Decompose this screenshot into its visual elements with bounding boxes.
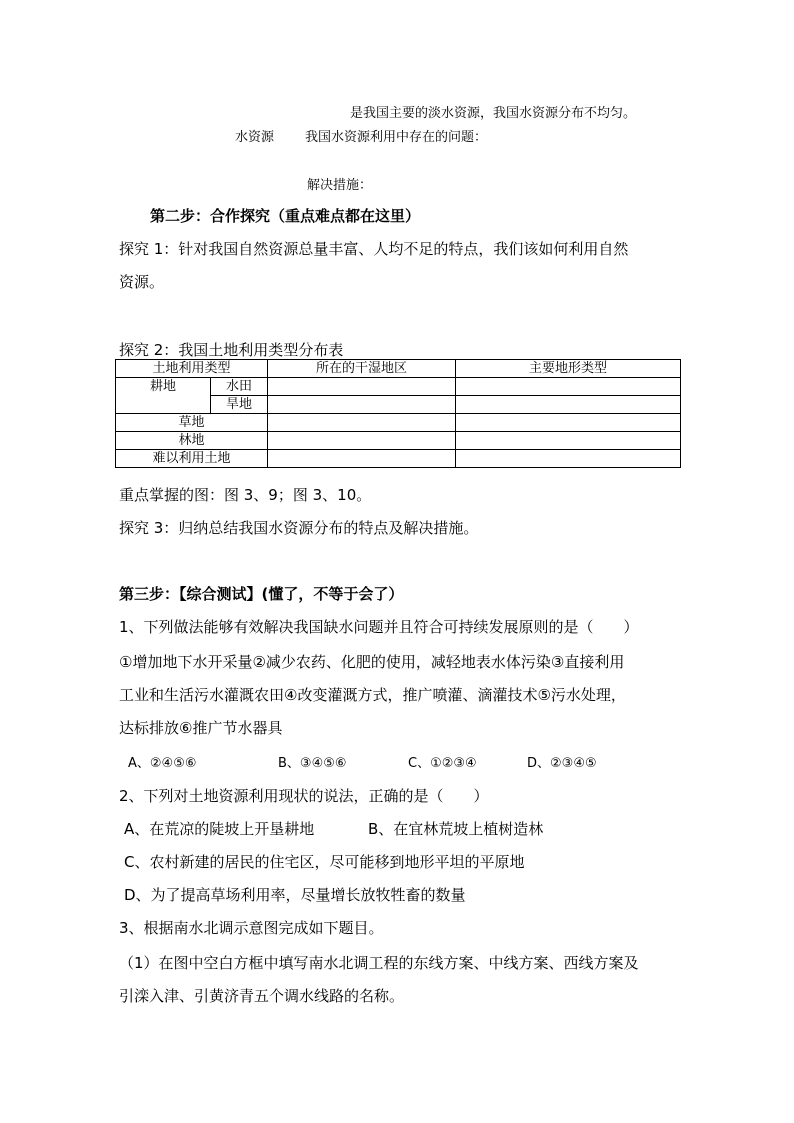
q3-part1-line2: 引滦入津、引黄济青五个调水线路的名称。 [119,987,405,1005]
cell-empty [268,378,456,396]
water-line1: 是我国主要的淡水资源，我国水资源分布不均匀。 [350,106,637,121]
cell-empty [456,432,681,450]
q2-option-c: C、农村新建的居民的住宅区，尽可能移到地形平坦的平原地 [124,853,525,871]
table-row [116,414,681,432]
cell-empty [268,396,456,414]
water-label: 水资源 [235,130,275,145]
explore1-line2: 资源。 [119,273,165,291]
question-1-line2: 工业和生活污水灌溉农田④改变灌溉方式，推广喷灌、滴灌技术⑤污水处理， [119,686,626,704]
cell-dry: 旱地 [211,396,268,414]
header-terrain: 主要地形类型 [456,360,681,378]
step3-heading-prefix: 第三步： [119,585,180,603]
cell-hard-to-use: 难以利用土地 [116,450,268,468]
table-row [116,450,681,468]
cell-cultivated: 耕地 [116,378,211,414]
q1-option-c: C、①②③④ [408,756,477,771]
q2-option-d: D、为了提高草场利用率，尽量增长放牧牲畜的数量 [124,886,466,904]
cell-empty [268,432,456,450]
question-1: 1、下列做法能够有效解决我国缺水问题并且符合可持续发展原则的是（ ） [119,618,639,636]
cell-paddy: 水田 [211,378,268,396]
question-3: 3、根据南水北调示意图完成如下题目。 [119,919,384,937]
explore1-line1: 探究 1：针对我国自然资源总量丰富、人均不足的特点，我们该如何利用自然 [119,240,629,258]
table-row [116,432,681,450]
header-region: 所在的干湿地区 [268,360,456,378]
cell-empty [268,450,456,468]
cell-empty [268,414,456,432]
q1-option-b: B、③④⑤⑥ [278,756,347,771]
cell-empty [456,414,681,432]
step3-heading [119,583,403,604]
cell-empty [456,396,681,414]
cell-grass: 草地 [116,414,268,432]
question-2: 2、下列对土地资源利用现状的说法，正确的是（ ） [119,787,489,805]
cell-empty [456,378,681,396]
water-measures: 解决措施： [307,178,373,193]
q3-part1-line1: （1）在图中空白方框中填写南水北调工程的东线方案、中线方案、西线方案及 [119,954,639,972]
header-land-type: 土地利用类型 [116,360,268,378]
cell-empty [456,450,681,468]
q1-option-d: D、②③④⑤ [527,756,597,771]
key-figures: 重点掌握的图：图 3、9；图 3、10。 [119,486,372,504]
q2-option-b: B、在宜林荒坡上植树造林 [368,820,544,838]
explore2-title: 探究 2：我国土地利用类型分布表 [119,341,344,359]
table-row [116,378,681,396]
step2-heading: 第二步：合作探究（重点难点都在这里） [150,207,421,225]
question-1-line3: 达标排放⑥推广节水器具 [119,719,283,737]
water-problems: 我国水资源利用中存在的问题： [305,130,488,145]
step3-heading-title: 【综合测试】(懂了，不等于会了） [179,585,404,603]
question-1-line1: ①增加地下水开采量②减少农药、化肥的使用，减轻地表水体污染③直接利用 [119,653,625,671]
table-row [116,360,681,378]
cell-forest: 林地 [116,432,268,450]
land-use-table [115,359,681,468]
q2-option-a: A、在荒凉的陡坡上开垦耕地 [124,820,315,838]
q1-option-a: A、②④⑤⑥ [128,756,197,771]
explore3: 探究 3：归纳总结我国水资源分布的特点及解决措施。 [119,519,479,537]
